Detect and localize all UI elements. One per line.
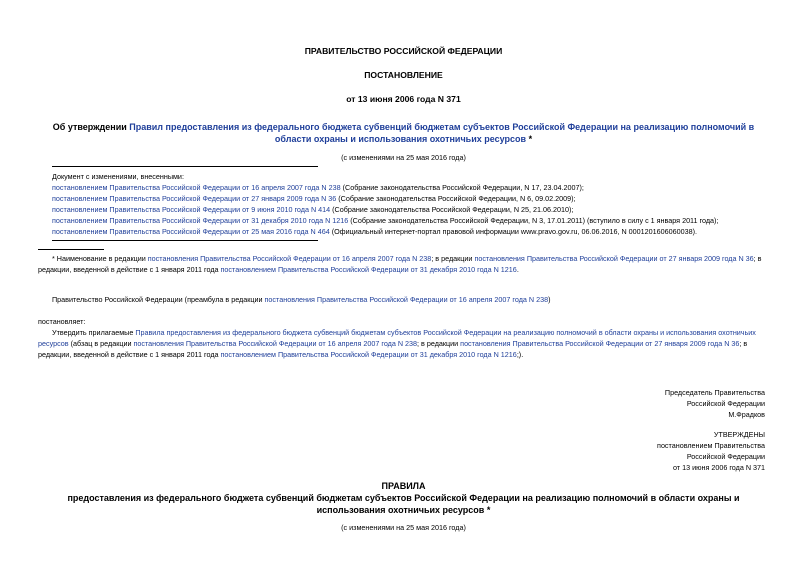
- footnote-text: * Наименование в редакции: [52, 254, 148, 263]
- amendment-item: [52, 182, 584, 193]
- signature-name: М.Фрадков: [728, 410, 765, 419]
- amendment-link[interactable]: постановлением Правительства Российской Федерации от 9 июня 2010 года N 414: [52, 205, 331, 214]
- amendment-source: (Собрание законодательства Российской Федерации, N 25, 21.06.2010);: [330, 205, 574, 214]
- resolves-word: постановляет:: [38, 317, 86, 326]
- rules-amended-note: (с изменениями на 25 мая 2016 года): [341, 523, 466, 532]
- amendment-item: [52, 226, 697, 237]
- rules-title-line1: предоставления из федерального бюджета субвенций бюджетам субъектов Российской Федерации на реализацию полномочий в области охраны и: [67, 493, 740, 503]
- footnote-text: ; в: [753, 254, 762, 263]
- footnote-link[interactable]: постановлением Правительства Российской Федерации от 31 декабря 2010 года N 1216: [220, 265, 517, 274]
- amendment-source: (Собрание законодательства Российской Федерации, N 6, 09.02.2009);: [336, 194, 576, 203]
- approve-text: ;).: [516, 350, 524, 359]
- government-heading: ПРАВИТЕЛЬСТВО РОССИЙСКОЙ ФЕДЕРАЦИИ: [304, 46, 503, 56]
- footnote-line: [52, 253, 761, 264]
- approve-line: [38, 349, 523, 360]
- approve-text: ; в: [739, 339, 748, 348]
- amendment-link[interactable]: постановления Правительства Российской Федерации от 16 апреля 2007 года N 238: [133, 339, 418, 348]
- amendment-link[interactable]: постановлением Правительства Российской Федерации от 25 мая 2016 года N 464: [52, 227, 330, 236]
- rules-link[interactable]: ресурсов: [38, 339, 69, 348]
- amendment-link[interactable]: постановления Правительства Российской Федерации от 27 января 2009 года N 36: [460, 339, 740, 348]
- title-footnote-mark: *: [526, 134, 533, 144]
- signature-position: Председатель Правительства: [664, 388, 765, 397]
- footnote-link[interactable]: постановления Правительства Российской Федерации от 16 апреля 2007 года N 238: [147, 254, 432, 263]
- footnote-text: .: [516, 265, 519, 274]
- title-amended-note: (с изменениями на 25 мая 2016 года): [341, 153, 466, 162]
- amendment-source: (Собрание законодательства Российской Федерации, N 3, 17.01.2011) (вступило в силу с 1 января 2011 года);: [348, 216, 719, 225]
- amendment-source: (Собрание законодательства Российской Федерации, N 17, 23.04.2007);: [340, 183, 584, 192]
- rules-link[interactable]: Правила предоставления из федерального бюджета субвенций бюджетам субъектов Российской Федерации на реализацию полномочий в области охраны и использования охотничьих: [135, 328, 756, 337]
- footnote-text: ; в редакции: [431, 254, 475, 263]
- rules-title-line2: использования охотничьих ресурсов *: [316, 505, 491, 515]
- rules-heading: ПРАВИЛА: [381, 481, 426, 491]
- approved-line: Российской Федерации: [686, 452, 765, 461]
- amendment-item: [52, 215, 718, 226]
- approve-text: (абзац в редакции: [68, 339, 134, 348]
- approve-line: [38, 338, 747, 349]
- preamble-text: ): [548, 295, 551, 304]
- approve-text: ; в редакции: [417, 339, 461, 348]
- document-date-number: от 13 июня 2006 года N 371: [346, 94, 461, 104]
- document-type: ПОСТАНОВЛЕНИЕ: [364, 70, 443, 80]
- approved-heading: УТВЕРЖДЕНЫ: [713, 430, 765, 439]
- divider: [52, 240, 318, 241]
- amendment-link[interactable]: постановлением Правительства Российской Федерации от 27 января 2009 года N 36: [52, 194, 337, 203]
- document-title: [0, 121, 807, 133]
- footnote-line: [38, 264, 519, 275]
- footnote-link[interactable]: постановления Правительства Российской Федерации от 27 января 2009 года N 36: [474, 254, 754, 263]
- title-rules-link-cont[interactable]: области охраны и использования охотничьих ресурсов: [274, 134, 527, 144]
- signature-country: Российской Федерации: [686, 399, 765, 408]
- amendment-link[interactable]: постановлением Правительства Российской Федерации от 31 декабря 2010 года N 1216: [220, 350, 517, 359]
- divider: [52, 166, 318, 167]
- approve-text: Утвердить прилагаемые: [52, 328, 136, 337]
- amendment-link[interactable]: постановлением Правительства Российской Федерации от 31 декабря 2010 года N 1216: [52, 216, 349, 225]
- preamble-text: Правительство Российской Федерации (преамбула в редакции: [52, 295, 265, 304]
- document-title-line2: [0, 133, 807, 145]
- preamble-link[interactable]: постановления Правительства Российской Федерации от 16 апреля 2007 года N 238: [264, 295, 549, 304]
- approved-line: от 13 июня 2006 года N 371: [672, 463, 765, 472]
- amendment-item: [52, 193, 576, 204]
- amendment-source: (Официальный интернет-портал правовой информации www.pravo.gov.ru, 06.06.2016, N 0001201606060038).: [329, 227, 697, 236]
- amendment-item: [52, 204, 573, 215]
- footnote-divider: [38, 249, 104, 250]
- footnote-text: редакции, введенной в действие с 1 января 2011 года: [38, 265, 221, 274]
- approve-text: редакции, введенной в действие с 1 января 2011 года: [38, 350, 221, 359]
- approve-line: [52, 327, 756, 338]
- amendment-link[interactable]: постановлением Правительства Российской Федерации от 16 апреля 2007 года N 238: [52, 183, 341, 192]
- title-rules-link[interactable]: Правил предоставления из федерального бюджета субвенций бюджетам субъектов Российской Федерации на реализацию полномочий в: [129, 122, 755, 132]
- preamble: [52, 294, 551, 305]
- approved-line: постановлением Правительства: [657, 441, 765, 450]
- amendments-intro: Документ с изменениями, внесенными:: [52, 172, 184, 181]
- title-prefix: Об утверждении: [52, 122, 130, 132]
